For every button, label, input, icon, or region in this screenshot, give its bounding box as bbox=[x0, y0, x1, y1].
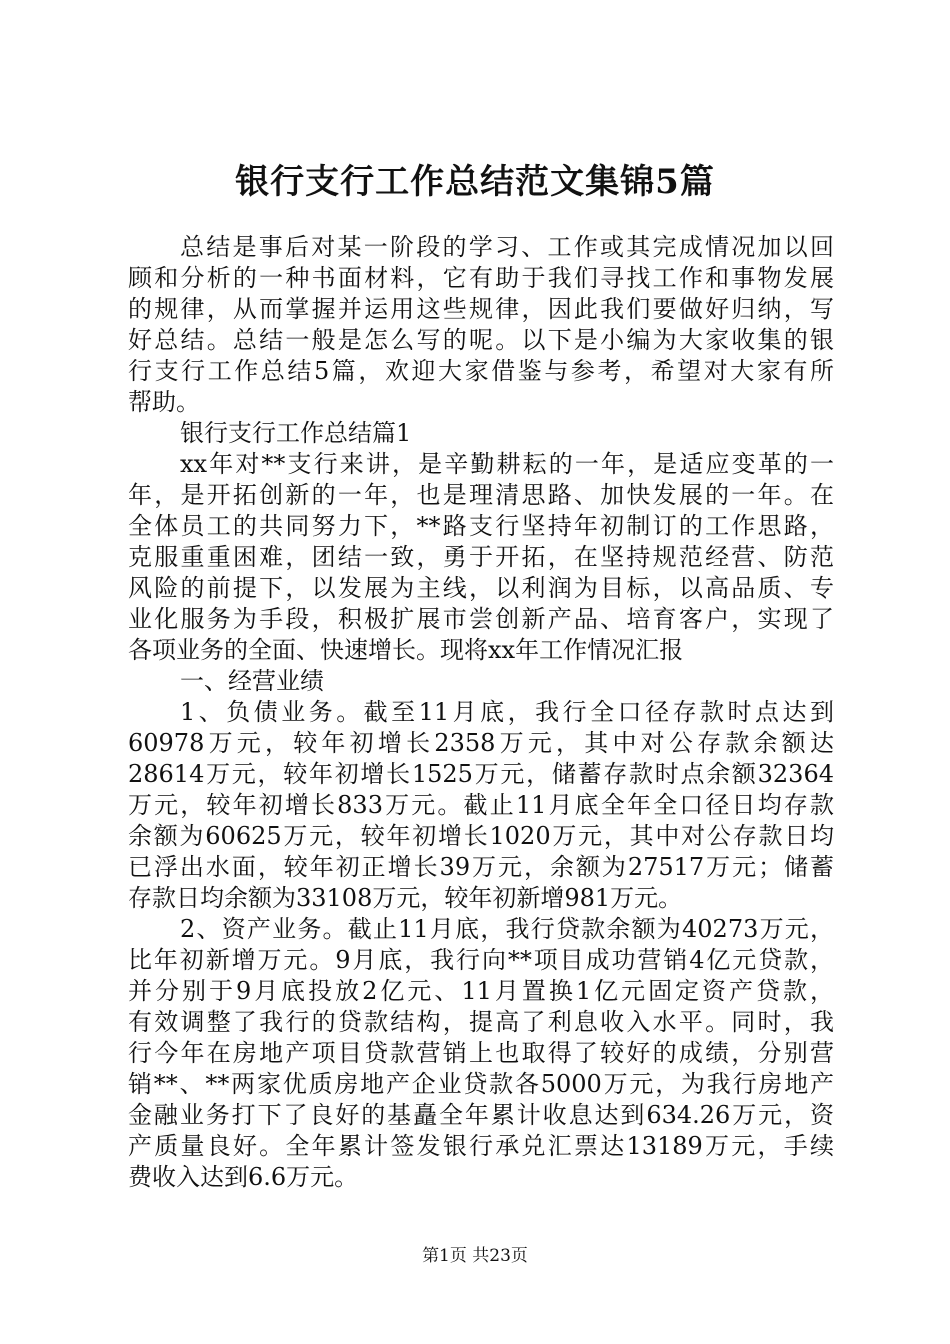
paragraph-line: 28614万元，较年初增长1525万元，储蓄存款时点余额32364 bbox=[128, 760, 834, 788]
paragraph-line: 顾和分析的一种书面材料，它有助于我们寻找工作和事物发展 bbox=[128, 264, 834, 292]
paragraph-line: 一、经营业绩 bbox=[180, 667, 324, 695]
paragraph-line: 比年初新增万元。9月底，我行向**项目成功营销4亿元贷款， bbox=[128, 946, 834, 974]
paragraph-line: 60978万元，较年初增长2358万元，其中对公存款余额达 bbox=[128, 729, 834, 757]
paragraph-line: xx年对**支行来讲，是辛勤耕耘的一年，是适应变革的一 bbox=[180, 450, 834, 478]
paragraph-line: 产质量良好。全年累计签发银行承兑汇票达13189万元，手续 bbox=[128, 1132, 834, 1160]
paragraph-line: 行支行工作总结5篇，欢迎大家借鉴与参考，希望对大家有所 bbox=[128, 357, 834, 385]
paragraph bbox=[128, 449, 834, 666]
document-body bbox=[128, 232, 834, 1193]
paragraph bbox=[128, 914, 834, 1193]
document-title: 银行支行工作总结范文集锦5篇 bbox=[235, 162, 715, 202]
paragraph-line: 的规律，从而掌握并运用这些规律，因此我们要做好归纳，写 bbox=[128, 295, 834, 323]
paragraph-line: 余额为60625万元，较年初增长1020万元，其中对公存款日均 bbox=[128, 822, 834, 850]
paragraph-line: 费收入达到6.6万元。 bbox=[128, 1163, 359, 1191]
paragraph-line: 已浮出水面，较年初正增长39万元，余额为27517万元；储蓄 bbox=[128, 853, 834, 881]
paragraph-line: 全体员工的共同努力下，**路支行坚持年初制订的工作思路， bbox=[128, 512, 834, 540]
paragraph-line: 帮助。 bbox=[128, 388, 200, 416]
paragraph-line: 业化服务为手段，积极扩展市尝创新产品、培育客户，实现了 bbox=[128, 605, 834, 633]
paragraph-line: 各项业务的全面、快速增长。现将xx年工作情况汇报 bbox=[128, 636, 684, 664]
paragraph-line: 1、负债业务。截至11月底，我行全口径存款时点达到 bbox=[180, 698, 834, 726]
paragraph-line: 年，是开拓创新的一年，也是理清思路、加快发展的一年。在 bbox=[128, 481, 834, 509]
paragraph bbox=[128, 697, 834, 914]
paragraph-line: 银行支行工作总结篇1 bbox=[180, 419, 412, 447]
paragraph-line: 销**、**两家优质房地产企业贷款各5000万元，为我行房地产 bbox=[128, 1070, 834, 1098]
paragraph-line: 2、资产业务。截止11月底，我行贷款余额为40273万元， bbox=[180, 915, 834, 943]
paragraph-line: 有效调整了我行的贷款结构，提高了利息收入水平。同时，我 bbox=[128, 1008, 834, 1036]
paragraph bbox=[128, 666, 834, 697]
paragraph-line: 总结是事后对某一阶段的学习、工作或其完成情况加以回 bbox=[180, 233, 834, 261]
paragraph-line: 并分别于9月底投放2亿元、11月置换1亿元固定资产贷款， bbox=[128, 977, 834, 1005]
paragraph bbox=[128, 418, 834, 449]
paragraph-line: 克服重重困难，团结一致，勇于开拓，在坚持规范经营、防范 bbox=[128, 543, 834, 571]
paragraph-line: 金融业务打下了良好的基矗全年累计收息达到634.26万元，资 bbox=[128, 1101, 834, 1129]
page-footer: 第1页 共23页 bbox=[422, 1246, 528, 1266]
paragraph-line: 好总结。总结一般是怎么写的呢。以下是小编为大家收集的银 bbox=[128, 326, 834, 354]
paragraph bbox=[128, 232, 834, 418]
paragraph-line: 存款日均余额为33108万元，较年初新增981万元。 bbox=[128, 884, 683, 912]
paragraph-line: 行今年在房地产项目贷款营销上也取得了较好的成绩，分别营 bbox=[128, 1039, 834, 1067]
paragraph-line: 风险的前提下，以发展为主线，以利润为目标，以高品质、专 bbox=[128, 574, 834, 602]
paragraph-line: 万元，较年初增长833万元。截止11月底全年全口径日均存款 bbox=[128, 791, 834, 819]
